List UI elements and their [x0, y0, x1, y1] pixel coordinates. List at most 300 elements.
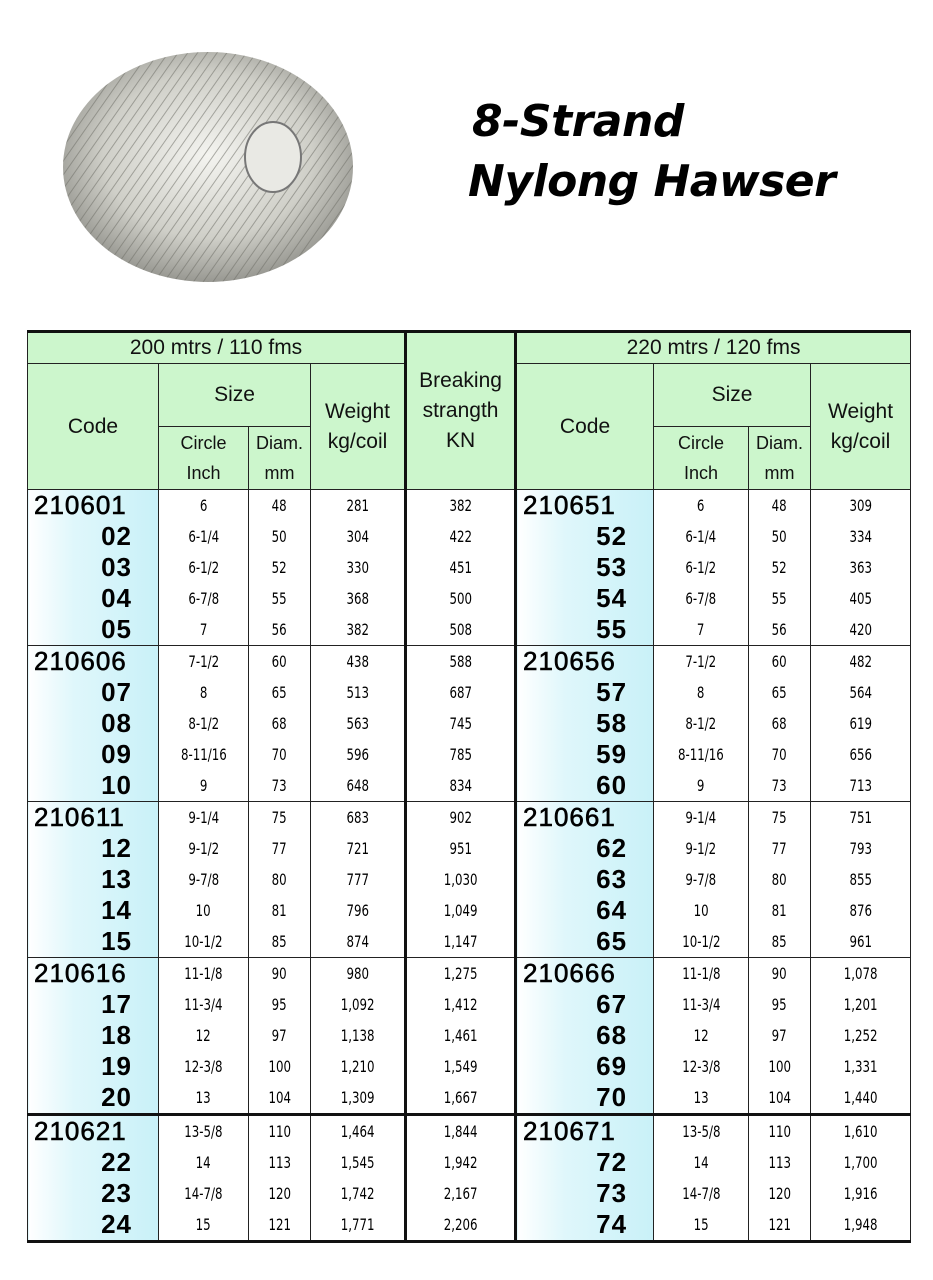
right-circle-inch-cell — [654, 864, 749, 895]
cell-value: 100 — [268, 1057, 291, 1076]
right-code-cell: 53 — [516, 552, 654, 583]
cell-value: 8 — [199, 683, 208, 702]
cell-value: 13-5/8 — [184, 1122, 223, 1141]
size-header: Size — [654, 364, 811, 427]
cell-value: 6-7/8 — [188, 589, 219, 608]
header-text: mm — [264, 463, 295, 483]
cell-value: 104 — [768, 1088, 791, 1107]
cell-value: 1,252 — [843, 1026, 878, 1045]
right-weight-cell — [811, 989, 911, 1020]
cell-value: 11-1/8 — [681, 964, 721, 983]
cell-value: 1,771 — [340, 1215, 375, 1234]
left-diam-mm-cell — [249, 770, 311, 802]
table-row — [28, 490, 911, 522]
rope-coil-image — [58, 42, 358, 287]
cell-value: 1,331 — [843, 1057, 878, 1076]
cell-value: 420 — [849, 620, 872, 639]
right-code-cell: 55 — [516, 614, 654, 646]
left-diam-mm-cell — [249, 895, 311, 926]
right-circle-inch-cell — [654, 1178, 749, 1209]
left-weight-cell — [311, 646, 406, 678]
size-header: Size — [159, 364, 311, 427]
header-text: Diam. — [756, 433, 804, 453]
left-diam-mm-cell — [249, 708, 311, 739]
cell-value: 13-5/8 — [681, 1122, 721, 1141]
cell-value: 8-1/2 — [685, 714, 717, 733]
right-weight-cell — [811, 646, 911, 678]
left-weight-cell — [311, 739, 406, 770]
cell-value: 1,942 — [443, 1153, 478, 1172]
cell-value: 56 — [772, 620, 788, 639]
right-weight-cell — [811, 1020, 911, 1051]
cell-value: 1,667 — [443, 1088, 478, 1107]
header-text: Breaking — [419, 369, 502, 392]
cell-value: 368 — [346, 589, 369, 608]
cell-value: 11-3/4 — [681, 995, 721, 1014]
left-diam-mm-cell — [249, 802, 311, 834]
left-code-cell: 14 — [28, 895, 159, 926]
cell-value: 656 — [849, 745, 872, 764]
cell-value: 60 — [271, 652, 288, 671]
right-weight-cell — [811, 1178, 911, 1209]
right-diam-mm-cell — [749, 895, 811, 926]
cell-value: 90 — [271, 964, 288, 983]
cell-value: 48 — [271, 496, 288, 515]
right-circle-inch-cell — [654, 1020, 749, 1051]
right-circle-inch-cell — [654, 1082, 749, 1115]
left-circle-inch-cell — [159, 770, 249, 802]
right-weight-cell — [811, 708, 911, 739]
left-breaking-strength-cell — [406, 926, 516, 958]
left-diam-mm-cell — [249, 646, 311, 678]
right-weight-cell — [811, 1051, 911, 1082]
left-code-cell: 03 — [28, 552, 159, 583]
table-body — [28, 490, 911, 1242]
right-code-cell: 74 — [516, 1209, 654, 1242]
cell-value: 687 — [449, 683, 472, 702]
table-row — [28, 739, 911, 770]
cell-value: 1,275 — [443, 964, 478, 983]
cell-value: 1,309 — [340, 1088, 375, 1107]
cell-value: 508 — [449, 620, 472, 639]
header-text: Weight — [828, 399, 894, 423]
cell-value: 12 — [195, 1026, 212, 1045]
right-circle-inch-cell — [654, 708, 749, 739]
cell-value: 6-1/2 — [188, 558, 219, 577]
breaking-strength-header — [406, 332, 516, 490]
left-code-cell: 17 — [28, 989, 159, 1020]
cell-value: 60 — [772, 652, 788, 671]
left-weight-cell — [311, 490, 406, 522]
cell-value: 9 — [697, 776, 705, 795]
right-code-cell: 54 — [516, 583, 654, 614]
table-row — [28, 583, 911, 614]
right-circle-inch-cell — [654, 739, 749, 770]
left-breaking-strength-cell — [406, 1147, 516, 1178]
cell-value: 1,742 — [340, 1184, 375, 1203]
right-code-cell: 59 — [516, 739, 654, 770]
right-weight-cell — [811, 802, 911, 834]
cell-value: 713 — [849, 776, 872, 795]
left-circle-inch-cell — [159, 895, 249, 926]
left-breaking-strength-cell — [406, 614, 516, 646]
left-code-cell: 02 — [28, 521, 159, 552]
right-code-cell: 64 — [516, 895, 654, 926]
table-row — [28, 614, 911, 646]
left-weight-cell — [311, 958, 406, 990]
right-diam-mm-cell — [749, 802, 811, 834]
left-breaking-strength-cell — [406, 1082, 516, 1115]
cell-value: 785 — [449, 745, 472, 764]
table-row — [28, 677, 911, 708]
left-breaking-strength-cell — [406, 1115, 516, 1148]
cell-value: 1,210 — [340, 1057, 375, 1076]
right-weight-cell — [811, 677, 911, 708]
cell-value: 405 — [849, 589, 872, 608]
right-code-cell: 62 — [516, 833, 654, 864]
left-weight-cell — [311, 1051, 406, 1082]
left-code-cell: 18 — [28, 1020, 159, 1051]
left-diam-mm-cell — [249, 926, 311, 958]
header-text: Inch — [684, 463, 719, 483]
left-code-cell: 08 — [28, 708, 159, 739]
left-breaking-strength-cell — [406, 739, 516, 770]
diam-header — [749, 427, 811, 490]
table-row — [28, 1178, 911, 1209]
left-breaking-strength-cell — [406, 490, 516, 522]
left-code-cell: 210601 — [28, 490, 159, 522]
left-circle-inch-cell — [159, 646, 249, 678]
cell-value: 77 — [772, 839, 788, 858]
left-breaking-strength-cell — [406, 552, 516, 583]
left-weight-cell — [311, 1082, 406, 1115]
left-diam-mm-cell — [249, 521, 311, 552]
left-weight-cell — [311, 1147, 406, 1178]
left-breaking-strength-cell — [406, 583, 516, 614]
left-diam-mm-cell — [249, 833, 311, 864]
left-weight-cell — [311, 521, 406, 552]
right-code-cell: 210666 — [516, 958, 654, 990]
cell-value: 304 — [346, 527, 369, 546]
cell-value: 902 — [449, 808, 472, 827]
left-weight-cell — [311, 1178, 406, 1209]
left-weight-cell — [311, 583, 406, 614]
table-row — [28, 1051, 911, 1082]
header-text: kg/coil — [830, 429, 891, 453]
cell-value: 648 — [346, 776, 369, 795]
right-group-header: 220 mtrs / 120 fms — [516, 332, 911, 364]
specification-table — [27, 330, 911, 1243]
right-diam-mm-cell — [749, 552, 811, 583]
left-diam-mm-cell — [249, 958, 311, 990]
right-diam-mm-cell — [749, 1209, 811, 1242]
table-row — [28, 958, 911, 990]
right-diam-mm-cell — [749, 1082, 811, 1115]
cell-value: 334 — [849, 527, 872, 546]
left-breaking-strength-cell — [406, 958, 516, 990]
right-weight-cell — [811, 895, 911, 926]
cell-value: 121 — [768, 1215, 791, 1234]
left-diam-mm-cell — [249, 614, 311, 646]
weight-header — [311, 364, 406, 490]
left-circle-inch-cell — [159, 1051, 249, 1082]
left-diam-mm-cell — [249, 1082, 311, 1115]
left-weight-cell — [311, 989, 406, 1020]
right-diam-mm-cell — [749, 646, 811, 678]
right-code-cell: 210661 — [516, 802, 654, 834]
right-circle-inch-cell — [654, 958, 749, 990]
cell-value: 8 — [697, 683, 705, 702]
cell-value: 382 — [449, 496, 472, 515]
cell-value: 980 — [346, 964, 369, 983]
cell-value: 80 — [772, 870, 788, 889]
left-diam-mm-cell — [249, 490, 311, 522]
cell-value: 48 — [772, 496, 788, 515]
diam-header — [249, 427, 311, 490]
cell-value: 6-1/4 — [188, 527, 219, 546]
cell-value: 85 — [772, 932, 788, 951]
left-circle-inch-cell — [159, 677, 249, 708]
left-weight-cell — [311, 1020, 406, 1051]
cell-value: 7 — [697, 620, 705, 639]
cell-value: 15 — [195, 1215, 212, 1234]
table-row — [28, 1115, 911, 1148]
product-title — [468, 92, 835, 212]
left-code-cell: 07 — [28, 677, 159, 708]
left-code-cell: 19 — [28, 1051, 159, 1082]
cell-value: 1,916 — [843, 1184, 878, 1203]
right-circle-inch-cell — [654, 770, 749, 802]
left-breaking-strength-cell — [406, 646, 516, 678]
cell-value: 50 — [271, 527, 288, 546]
cell-value: 6 — [697, 496, 705, 515]
cell-value: 97 — [271, 1026, 288, 1045]
cell-value: 1,440 — [843, 1088, 878, 1107]
right-code-cell: 72 — [516, 1147, 654, 1178]
left-weight-cell — [311, 770, 406, 802]
cell-value: 8-1/2 — [188, 714, 219, 733]
right-diam-mm-cell — [749, 958, 811, 990]
title-line-1: 8-Strand — [472, 96, 684, 147]
cell-value: 110 — [268, 1122, 291, 1141]
cell-value: 793 — [849, 839, 872, 858]
cell-value: 438 — [346, 652, 369, 671]
left-breaking-strength-cell — [406, 521, 516, 552]
right-circle-inch-cell — [654, 1115, 749, 1148]
left-circle-inch-cell — [159, 521, 249, 552]
cell-value: 451 — [449, 558, 472, 577]
left-circle-inch-cell — [159, 614, 249, 646]
cell-value: 113 — [768, 1153, 791, 1172]
right-code-cell: 68 — [516, 1020, 654, 1051]
cell-value: 6-1/2 — [685, 558, 717, 577]
right-diam-mm-cell — [749, 989, 811, 1020]
left-circle-inch-cell — [159, 1147, 249, 1178]
table-row — [28, 989, 911, 1020]
header-text: mm — [764, 463, 795, 483]
table-row — [28, 1209, 911, 1242]
right-weight-cell — [811, 833, 911, 864]
cell-value: 73 — [772, 776, 788, 795]
left-breaking-strength-cell — [406, 802, 516, 834]
right-code-cell: 52 — [516, 521, 654, 552]
left-code-cell: 12 — [28, 833, 159, 864]
cell-value: 309 — [849, 496, 872, 515]
cell-value: 1,610 — [843, 1122, 878, 1141]
right-weight-cell — [811, 490, 911, 522]
cell-value: 513 — [346, 683, 369, 702]
left-diam-mm-cell — [249, 864, 311, 895]
table-row — [28, 802, 911, 834]
cell-value: 9-7/8 — [188, 870, 219, 889]
left-circle-inch-cell — [159, 583, 249, 614]
cell-value: 7-1/2 — [188, 652, 219, 671]
weight-header — [811, 364, 911, 490]
cell-value: 70 — [271, 745, 288, 764]
cell-value: 10 — [195, 901, 212, 920]
cell-value: 1,138 — [340, 1026, 375, 1045]
right-diam-mm-cell — [749, 770, 811, 802]
right-circle-inch-cell — [654, 895, 749, 926]
cell-value: 1,092 — [340, 995, 375, 1014]
cell-value: 2,167 — [443, 1184, 478, 1203]
left-diam-mm-cell — [249, 1147, 311, 1178]
left-circle-inch-cell — [159, 739, 249, 770]
cell-value: 1,844 — [443, 1122, 478, 1141]
cell-value: 12-3/8 — [681, 1057, 721, 1076]
cell-value: 70 — [772, 745, 788, 764]
cell-value: 500 — [449, 589, 472, 608]
header-text: KN — [445, 429, 476, 452]
left-circle-inch-cell — [159, 958, 249, 990]
table-row — [28, 552, 911, 583]
left-breaking-strength-cell — [406, 770, 516, 802]
table-row — [28, 1147, 911, 1178]
cell-value: 9-1/2 — [685, 839, 717, 858]
left-code-cell: 15 — [28, 926, 159, 958]
circle-header — [654, 427, 749, 490]
cell-value: 330 — [346, 558, 369, 577]
cell-value: 12 — [693, 1026, 709, 1045]
left-breaking-strength-cell — [406, 1051, 516, 1082]
left-breaking-strength-cell — [406, 864, 516, 895]
left-diam-mm-cell — [249, 1020, 311, 1051]
left-code-cell: 13 — [28, 864, 159, 895]
right-diam-mm-cell — [749, 1020, 811, 1051]
cell-value: 14 — [195, 1153, 212, 1172]
cell-value: 563 — [346, 714, 369, 733]
cell-value: 65 — [271, 683, 288, 702]
right-diam-mm-cell — [749, 614, 811, 646]
cell-value: 9-1/2 — [188, 839, 219, 858]
right-diam-mm-cell — [749, 708, 811, 739]
cell-value: 8-11/16 — [180, 745, 227, 764]
left-circle-inch-cell — [159, 1178, 249, 1209]
cell-value: 113 — [268, 1153, 291, 1172]
cell-value: 73 — [271, 776, 288, 795]
header-text: Circle — [678, 433, 725, 453]
cell-value: 14-7/8 — [184, 1184, 223, 1203]
left-weight-cell — [311, 1115, 406, 1148]
left-code-cell: 09 — [28, 739, 159, 770]
cell-value: 77 — [271, 839, 288, 858]
right-weight-cell — [811, 614, 911, 646]
right-code-cell: 210651 — [516, 490, 654, 522]
left-code-cell: 210611 — [28, 802, 159, 834]
right-weight-cell — [811, 521, 911, 552]
cell-value: 95 — [772, 995, 788, 1014]
cell-value: 10-1/2 — [184, 932, 223, 951]
left-weight-cell — [311, 708, 406, 739]
header-text: Circle — [180, 433, 227, 453]
right-circle-inch-cell — [654, 583, 749, 614]
right-diam-mm-cell — [749, 833, 811, 864]
cell-value: 68 — [772, 714, 788, 733]
left-circle-inch-cell — [159, 802, 249, 834]
right-code-cell: 63 — [516, 864, 654, 895]
right-code-cell: 70 — [516, 1082, 654, 1115]
right-circle-inch-cell — [654, 614, 749, 646]
left-breaking-strength-cell — [406, 1178, 516, 1209]
table-row — [28, 708, 911, 739]
cell-value: 8-11/16 — [678, 745, 724, 764]
left-diam-mm-cell — [249, 739, 311, 770]
left-circle-inch-cell — [159, 490, 249, 522]
cell-value: 68 — [271, 714, 288, 733]
cell-value: 50 — [772, 527, 788, 546]
cell-value: 6-7/8 — [685, 589, 717, 608]
right-circle-inch-cell — [654, 646, 749, 678]
left-code-cell: 210621 — [28, 1115, 159, 1148]
right-weight-cell — [811, 1209, 911, 1242]
right-circle-inch-cell — [654, 1051, 749, 1082]
cell-value: 1,948 — [843, 1215, 878, 1234]
cell-value: 1,412 — [443, 995, 478, 1014]
cell-value: 81 — [271, 901, 288, 920]
cell-value: 14-7/8 — [681, 1184, 721, 1203]
cell-value: 121 — [268, 1215, 291, 1234]
left-circle-inch-cell — [159, 833, 249, 864]
right-circle-inch-cell — [654, 989, 749, 1020]
left-diam-mm-cell — [249, 677, 311, 708]
left-breaking-strength-cell — [406, 708, 516, 739]
left-code-cell: 05 — [28, 614, 159, 646]
left-circle-inch-cell — [159, 1209, 249, 1242]
right-weight-cell — [811, 552, 911, 583]
left-code-cell: 24 — [28, 1209, 159, 1242]
left-circle-inch-cell — [159, 926, 249, 958]
right-diam-mm-cell — [749, 926, 811, 958]
left-breaking-strength-cell — [406, 1209, 516, 1242]
left-circle-inch-cell — [159, 1082, 249, 1115]
cell-value: 52 — [271, 558, 288, 577]
cell-value: 745 — [449, 714, 472, 733]
cell-value: 876 — [849, 901, 872, 920]
left-code-cell: 210616 — [28, 958, 159, 990]
right-circle-inch-cell — [654, 802, 749, 834]
cell-value: 95 — [271, 995, 288, 1014]
right-weight-cell — [811, 1115, 911, 1148]
right-diam-mm-cell — [749, 1115, 811, 1148]
cell-value: 6-1/4 — [685, 527, 717, 546]
cell-value: 721 — [346, 839, 369, 858]
cell-value: 75 — [772, 808, 788, 827]
table-row — [28, 926, 911, 958]
left-code-cell: 210606 — [28, 646, 159, 678]
cell-value: 683 — [346, 808, 369, 827]
table-row — [28, 770, 911, 802]
left-weight-cell — [311, 895, 406, 926]
